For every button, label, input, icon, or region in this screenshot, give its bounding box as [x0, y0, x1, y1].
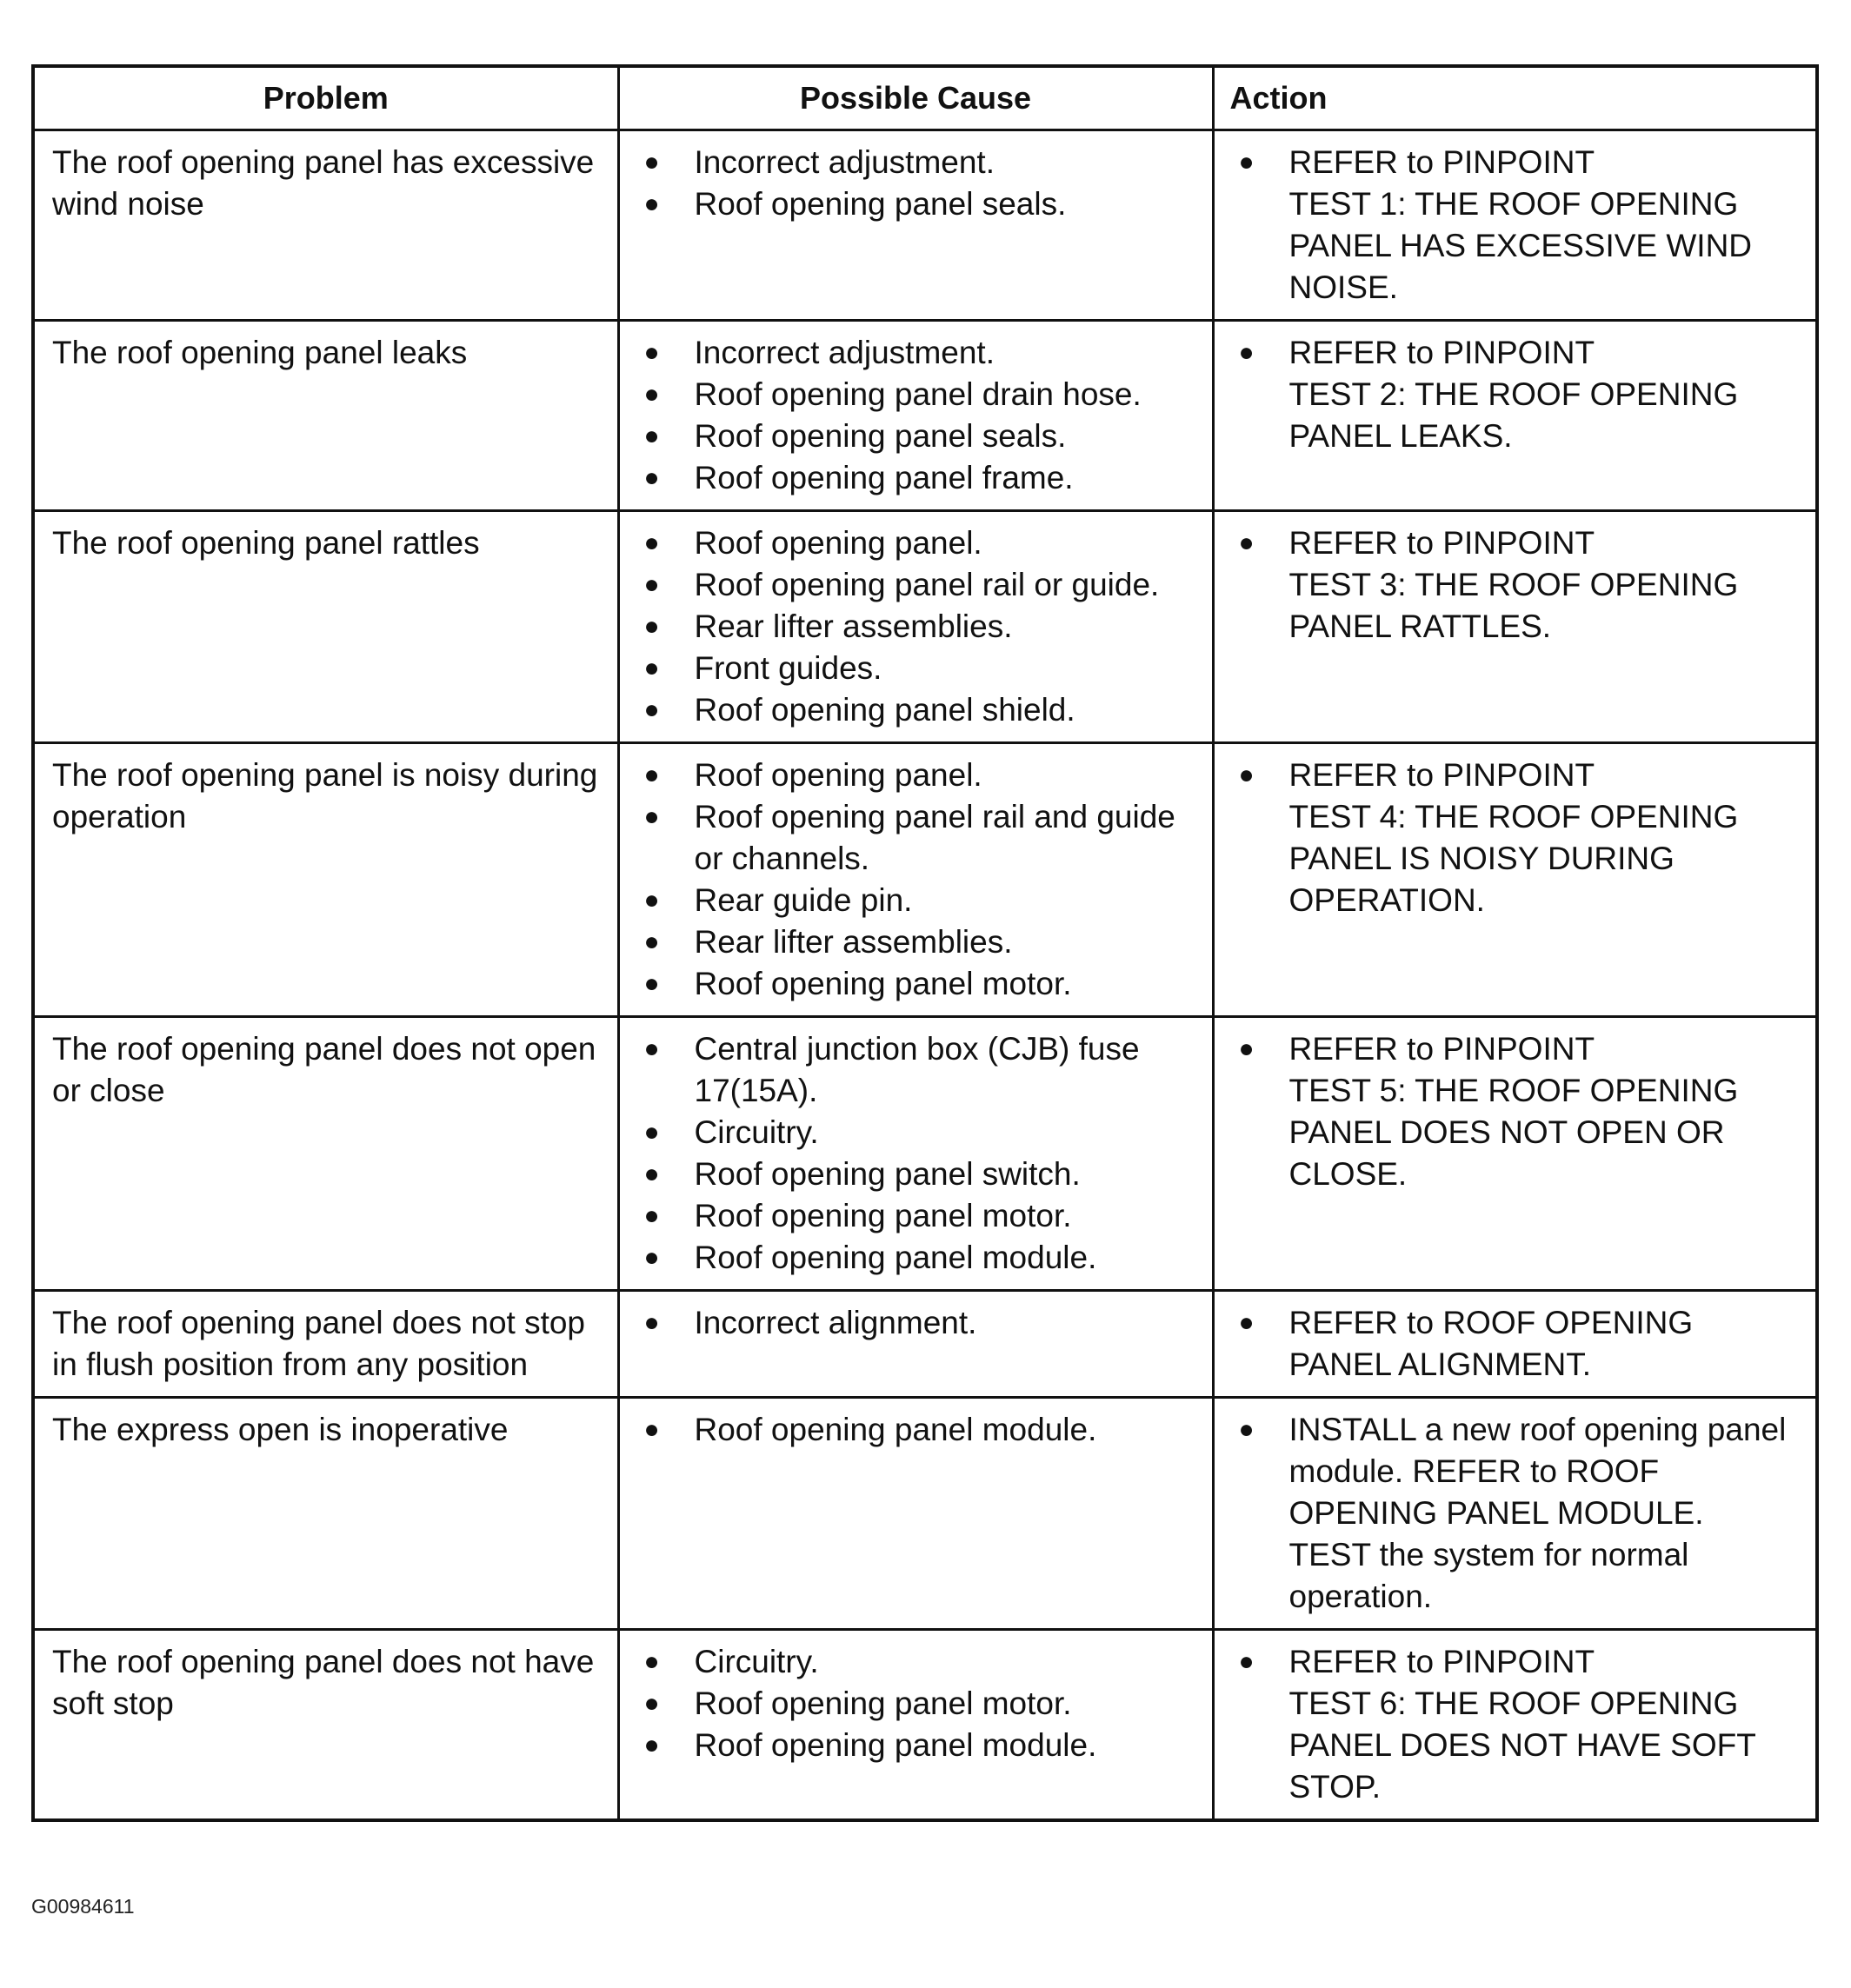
- cause-text: Incorrect adjustment.: [694, 144, 995, 180]
- bullet-icon: ●: [643, 189, 660, 218]
- cause-list: [632, 522, 1200, 731]
- list-item: [632, 1112, 1200, 1154]
- possible-cause-cell: [618, 1398, 1213, 1630]
- bullet-icon: ●: [643, 612, 660, 641]
- list-item: [632, 522, 1200, 564]
- list-item: [632, 564, 1200, 606]
- list-item: [632, 648, 1200, 689]
- action-cell: [1213, 1017, 1817, 1291]
- bullet-icon: ●: [643, 1243, 660, 1272]
- cause-list: [632, 1302, 1200, 1344]
- action-text: INSTALL a new roof opening panel module. REFER to ROOF OPENING PANEL MODULE. TEST the system for normal operation.: [1288, 1412, 1787, 1614]
- problem-cell: The roof opening panel does not have soft stop: [33, 1630, 618, 1821]
- action-cell: [1213, 1398, 1817, 1630]
- bullet-icon: ●: [1238, 1034, 1255, 1063]
- table-row: [33, 743, 1817, 1017]
- cause-text: Roof opening panel drain hose.: [694, 376, 1142, 412]
- bullet-icon: ●: [1238, 761, 1255, 789]
- list-item: [1227, 755, 1804, 921]
- header-problem: Problem: [33, 66, 618, 130]
- list-item: [1227, 142, 1804, 309]
- bullet-icon: ●: [1238, 529, 1255, 557]
- cause-text: Incorrect adjustment.: [694, 335, 995, 370]
- problem-cell: The roof opening panel rattles: [33, 511, 618, 743]
- problem-cell: The roof opening panel does not stop in flush position from any position: [33, 1291, 618, 1398]
- list-item: [632, 416, 1200, 457]
- action-list: [1227, 522, 1804, 648]
- possible-cause-cell: [618, 511, 1213, 743]
- list-item: [632, 1028, 1200, 1112]
- action-list: [1227, 142, 1804, 309]
- cause-text: Circuitry.: [694, 1114, 819, 1150]
- cause-text: Roof opening panel.: [694, 525, 982, 561]
- table-row: [33, 1017, 1817, 1291]
- list-item: [1227, 522, 1804, 648]
- bullet-icon: ●: [643, 1731, 660, 1759]
- list-item: [632, 1725, 1200, 1766]
- action-list: [1227, 755, 1804, 921]
- cause-text: Front guides.: [694, 650, 882, 686]
- list-item: [632, 142, 1200, 183]
- table-row: [33, 1291, 1817, 1398]
- list-item: [632, 1154, 1200, 1195]
- action-cell: [1213, 1291, 1817, 1398]
- header-possible-cause: Possible Cause: [618, 66, 1213, 130]
- cause-text: Roof opening panel seals.: [694, 418, 1067, 454]
- cause-text: Rear lifter assemblies.: [694, 608, 1013, 644]
- action-list: [1227, 1028, 1804, 1195]
- list-item: [1227, 1302, 1804, 1386]
- action-text: REFER to PINPOINT TEST 3: THE ROOF OPENING PANEL RATTLES.: [1288, 525, 1739, 644]
- table-row: [33, 321, 1817, 511]
- table-row: [33, 511, 1817, 743]
- figure-code: G00984611: [31, 1895, 135, 1918]
- bullet-icon: ●: [643, 380, 660, 409]
- cause-list: [632, 332, 1200, 499]
- list-item: [1227, 1409, 1804, 1618]
- diagnostic-table: [31, 64, 1819, 1822]
- bullet-icon: ●: [643, 1689, 660, 1718]
- bullet-icon: ●: [643, 529, 660, 557]
- list-item: [632, 374, 1200, 416]
- cause-text: Roof opening panel rail and guide or channels.: [694, 799, 1175, 876]
- bullet-icon: ●: [643, 654, 660, 682]
- cause-text: Central junction box (CJB) fuse 17(15A).: [694, 1031, 1140, 1108]
- action-cell: [1213, 743, 1817, 1017]
- possible-cause-cell: [618, 743, 1213, 1017]
- cause-text: Roof opening panel module.: [694, 1240, 1097, 1275]
- cause-text: Roof opening panel motor.: [694, 1198, 1072, 1233]
- bullet-icon: ●: [643, 1034, 660, 1063]
- action-cell: [1213, 321, 1817, 511]
- header-action: Action: [1213, 66, 1817, 130]
- action-text: REFER to ROOF OPENING PANEL ALIGNMENT.: [1288, 1305, 1694, 1382]
- list-item: [632, 796, 1200, 880]
- possible-cause-cell: [618, 130, 1213, 321]
- cause-text: Rear guide pin.: [694, 882, 913, 918]
- table-row: [33, 1398, 1817, 1630]
- possible-cause-cell: [618, 321, 1213, 511]
- table-row: [33, 130, 1817, 321]
- cause-list: [632, 1028, 1200, 1279]
- bullet-icon: ●: [643, 1201, 660, 1230]
- cause-text: Roof opening panel seals.: [694, 186, 1067, 222]
- bullet-icon: ●: [643, 1308, 660, 1337]
- action-list: [1227, 332, 1804, 457]
- bullet-icon: ●: [643, 422, 660, 450]
- action-list: [1227, 1302, 1804, 1386]
- cause-text: Roof opening panel.: [694, 757, 982, 793]
- list-item: [632, 921, 1200, 963]
- table-row: [33, 1630, 1817, 1821]
- cause-text: Circuitry.: [694, 1644, 819, 1679]
- action-text: REFER to PINPOINT TEST 5: THE ROOF OPENING PANEL DOES NOT OPEN OR CLOSE.: [1288, 1031, 1739, 1192]
- action-text: REFER to PINPOINT TEST 2: THE ROOF OPENING PANEL LEAKS.: [1288, 335, 1739, 454]
- action-text: REFER to PINPOINT TEST 1: THE ROOF OPENING PANEL HAS EXCESSIVE WIND NOISE.: [1288, 144, 1753, 305]
- action-cell: [1213, 1630, 1817, 1821]
- problem-cell: The roof opening panel is noisy during operation: [33, 743, 618, 1017]
- list-item: [632, 1683, 1200, 1725]
- bullet-icon: ●: [643, 1160, 660, 1188]
- cause-text: Roof opening panel shield.: [694, 692, 1075, 728]
- action-text: REFER to PINPOINT TEST 6: THE ROOF OPENING PANEL DOES NOT HAVE SOFT STOP.: [1288, 1644, 1756, 1805]
- bullet-icon: ●: [643, 695, 660, 724]
- bullet-icon: ●: [643, 802, 660, 831]
- list-item: [632, 606, 1200, 648]
- list-item: [632, 689, 1200, 731]
- cause-text: Roof opening panel module.: [694, 1412, 1097, 1447]
- bullet-icon: ●: [643, 761, 660, 789]
- cause-text: Rear lifter assemblies.: [694, 924, 1013, 960]
- list-item: [632, 1237, 1200, 1279]
- bullet-icon: ●: [643, 570, 660, 599]
- bullet-icon: ●: [643, 1415, 660, 1444]
- list-item: [632, 457, 1200, 499]
- cause-text: Roof opening panel rail or guide.: [694, 567, 1160, 602]
- possible-cause-cell: [618, 1630, 1213, 1821]
- list-item: [632, 755, 1200, 796]
- bullet-icon: ●: [643, 338, 660, 367]
- problem-cell: The roof opening panel has excessive wind noise: [33, 130, 618, 321]
- action-list: [1227, 1641, 1804, 1808]
- list-item: [632, 1641, 1200, 1683]
- bullet-icon: ●: [1238, 1308, 1255, 1337]
- bullet-icon: ●: [643, 969, 660, 998]
- cause-text: Roof opening panel module.: [694, 1727, 1097, 1763]
- cause-text: Roof opening panel motor.: [694, 966, 1072, 1001]
- cause-text: Roof opening panel motor.: [694, 1685, 1072, 1721]
- action-text: REFER to PINPOINT TEST 4: THE ROOF OPENING PANEL IS NOISY DURING OPERATION.: [1288, 757, 1739, 918]
- possible-cause-cell: [618, 1017, 1213, 1291]
- header-row: [33, 66, 1817, 130]
- list-item: [632, 880, 1200, 921]
- action-list: [1227, 1409, 1804, 1618]
- cause-text: Roof opening panel switch.: [694, 1156, 1081, 1192]
- possible-cause-cell: [618, 1291, 1213, 1398]
- bullet-icon: ●: [1238, 1647, 1255, 1676]
- table-body: [33, 130, 1817, 1821]
- list-item: [632, 1195, 1200, 1237]
- list-item: [632, 183, 1200, 225]
- list-item: [1227, 1641, 1804, 1808]
- bullet-icon: ●: [1238, 1415, 1255, 1444]
- problem-cell: The roof opening panel does not open or close: [33, 1017, 618, 1291]
- bullet-icon: ●: [643, 148, 660, 176]
- table-header: [33, 66, 1817, 130]
- cause-list: [632, 1641, 1200, 1766]
- list-item: [1227, 1028, 1804, 1195]
- list-item: [632, 332, 1200, 374]
- list-item: [632, 963, 1200, 1005]
- problem-cell: The roof opening panel leaks: [33, 321, 618, 511]
- list-item: [632, 1409, 1200, 1451]
- bullet-icon: ●: [1238, 338, 1255, 367]
- bullet-icon: ●: [643, 1118, 660, 1147]
- bullet-icon: ●: [643, 886, 660, 914]
- action-cell: [1213, 511, 1817, 743]
- cause-list: [632, 755, 1200, 1005]
- list-item: [1227, 332, 1804, 457]
- cause-list: [632, 1409, 1200, 1451]
- bullet-icon: ●: [1238, 148, 1255, 176]
- action-cell: [1213, 130, 1817, 321]
- cause-text: Incorrect alignment.: [694, 1305, 977, 1340]
- bullet-icon: ●: [643, 928, 660, 956]
- cause-text: Roof opening panel frame.: [694, 460, 1074, 495]
- bullet-icon: ●: [643, 1647, 660, 1676]
- cause-list: [632, 142, 1200, 225]
- bullet-icon: ●: [643, 463, 660, 492]
- list-item: [632, 1302, 1200, 1344]
- problem-cell: The express open is inoperative: [33, 1398, 618, 1630]
